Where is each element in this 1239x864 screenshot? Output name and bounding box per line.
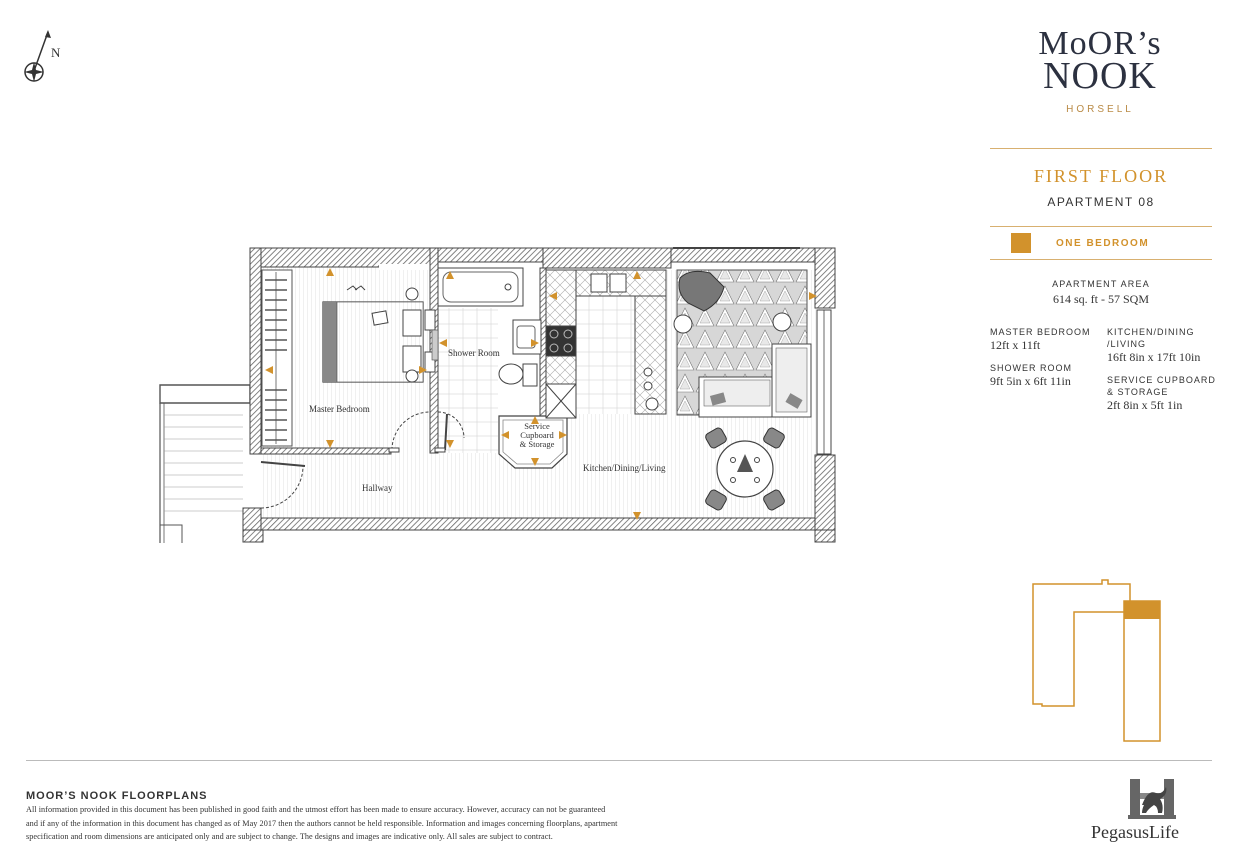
footer-disclaimer-line2: and if any of the information in this document has changed as of May 2017 then the authors cannot be held responsible. Information and images concerning floorplans, apartment <box>26 819 618 828</box>
brand-location: HORSELL <box>1066 104 1134 115</box>
spec-label: SERVICE CUPBOARD <box>1107 375 1216 385</box>
area-value: 614 sq. ft - 57 SQM <box>1052 292 1149 306</box>
developer-name: PegasusLife <box>1091 822 1179 842</box>
room-label-service-line1: Service <box>524 421 550 431</box>
spec-service <box>1107 374 1216 412</box>
room-label-shower-room: Shower Room <box>448 348 500 358</box>
room-label-service-line3: & Storage <box>519 439 555 449</box>
spec-value: 9ft 5in x 6ft 11in <box>990 374 1071 388</box>
spec-master-bedroom <box>990 326 1091 352</box>
window <box>817 310 831 454</box>
spec-label: & STORAGE <box>1107 387 1169 397</box>
spec-kitchen <box>1107 326 1200 364</box>
balcony <box>160 385 250 543</box>
legend-label: ONE BEDROOM <box>1056 238 1150 249</box>
brand-name-line1: MoOR’s <box>1038 25 1162 62</box>
area-label: APARTMENT AREA <box>1052 279 1150 289</box>
spec-value: 2ft 8in x 5ft 1in <box>1107 398 1183 412</box>
footer-divider <box>26 760 1212 761</box>
legend-swatch <box>1011 233 1031 253</box>
key-plan <box>1030 576 1165 742</box>
floorplan <box>155 240 845 550</box>
divider <box>990 148 1212 149</box>
floor-title: FIRST FLOOR <box>1033 166 1169 186</box>
highlighted-apartment <box>1124 601 1160 617</box>
wardrobe <box>262 270 292 446</box>
north-label: N <box>51 45 61 60</box>
spec-label: /LIVING <box>1107 339 1147 349</box>
divider <box>990 259 1212 260</box>
spec-value: 16ft 8in x 17ft 10in <box>1107 350 1201 364</box>
brand-logo <box>1030 25 1170 97</box>
room-label-service <box>509 422 565 449</box>
spec-shower-room <box>990 362 1072 388</box>
divider <box>990 226 1212 227</box>
room-label-service-line2: Cupboard <box>520 430 554 440</box>
spec-value: 12ft x 11ft <box>990 338 1041 352</box>
room-label-master-bedroom: Master Bedroom <box>309 404 370 414</box>
compass-icon <box>18 26 68 88</box>
brand-name-line2: NOOK <box>1043 55 1157 97</box>
apartment-title: APARTMENT 08 <box>1047 195 1155 209</box>
footer-disclaimer-line3: specification and room dimensions are anticipated only and are subject to change. The designs and images are indicative only. All sales are subject to contract. <box>26 832 553 841</box>
spec-label: MASTER BEDROOM <box>990 327 1091 337</box>
room-label-hallway: Hallway <box>362 483 393 493</box>
room-label-kitchen: Kitchen/Dining/Living <box>583 463 666 473</box>
spec-label: KITCHEN/DINING <box>1107 327 1195 337</box>
footer-disclaimer-line1: All information provided in this document has been published in good faith and the utmost effort has been made to ensure accuracy. However, accuracy can not be guaranteed <box>26 805 606 814</box>
pegasus-logo-icon <box>1126 775 1178 821</box>
footer-title: MOOR’S NOOK FLOORPLANS <box>26 790 208 802</box>
spec-label: SHOWER ROOM <box>990 363 1072 373</box>
living-furniture <box>674 270 811 417</box>
